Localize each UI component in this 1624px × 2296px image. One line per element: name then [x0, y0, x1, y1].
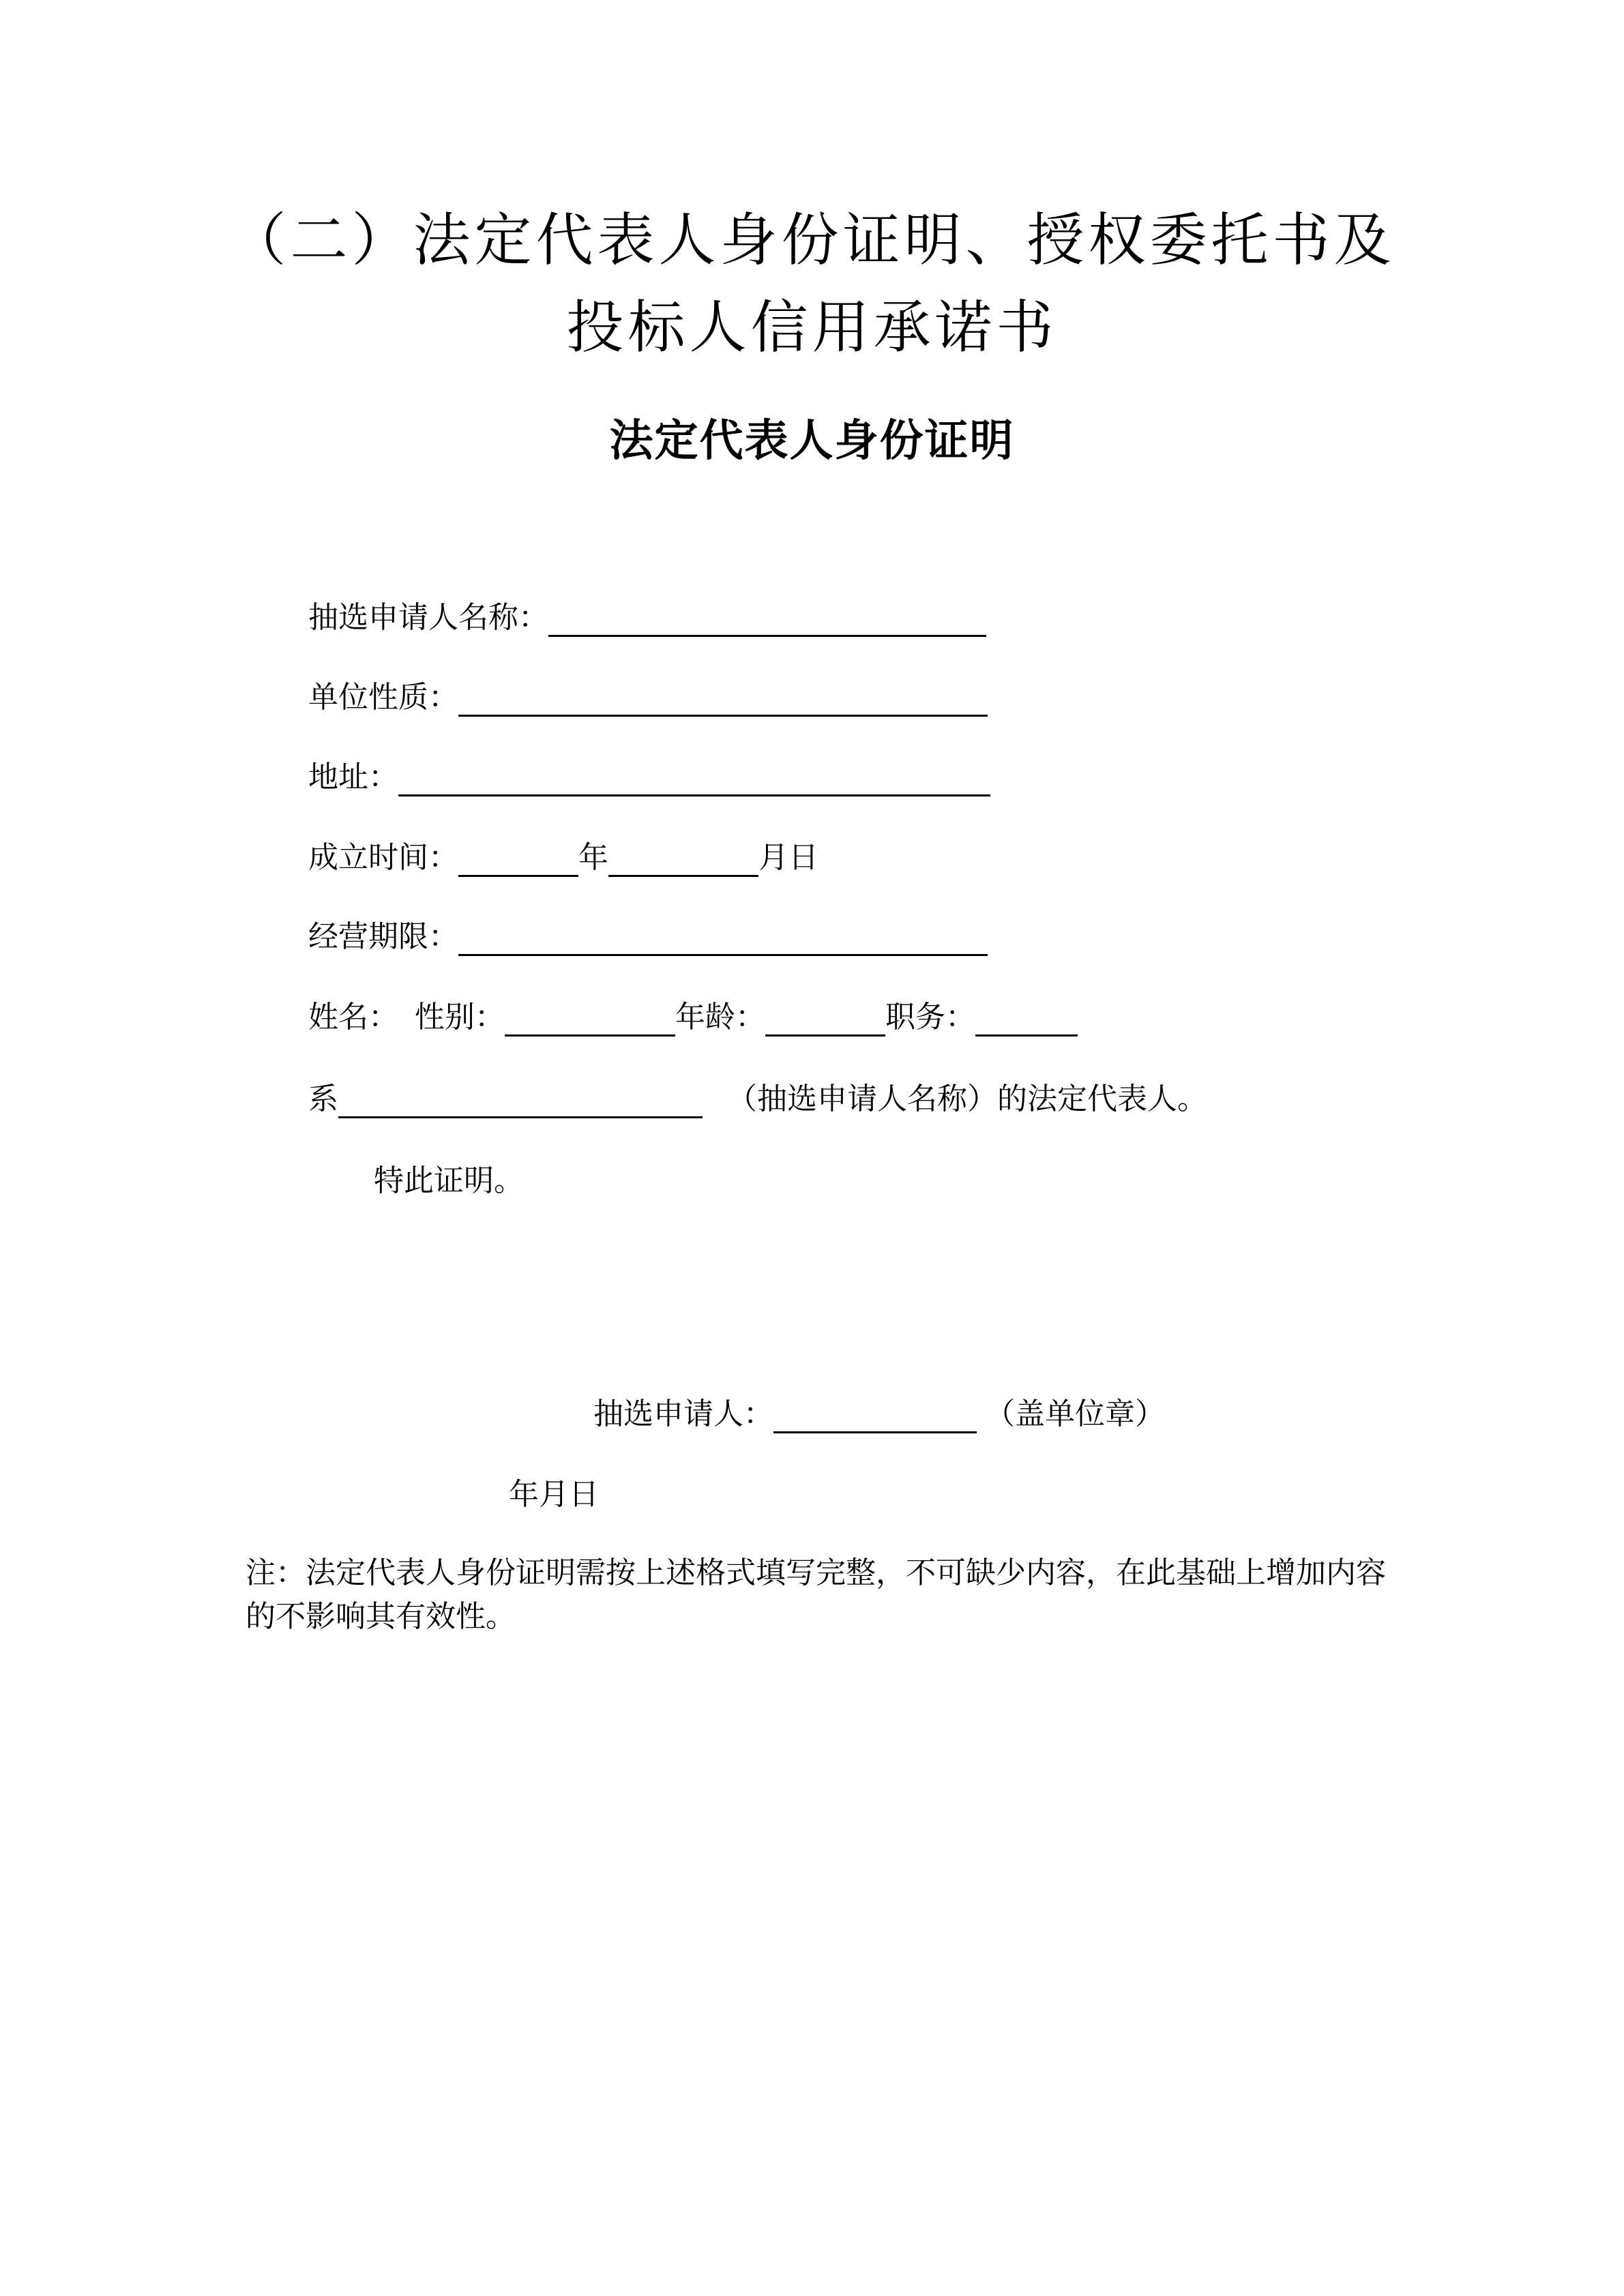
date-label: 年月日: [509, 1477, 599, 1512]
position-blank[interactable]: [975, 1004, 1078, 1037]
signer-blank[interactable]: [773, 1401, 977, 1433]
section-title: 法定代表人身份证明: [609, 415, 1015, 466]
person-row: [308, 1002, 1078, 1032]
address-row: [308, 762, 990, 792]
unit-nature-blank[interactable]: [458, 685, 988, 717]
certify-row: [374, 1163, 524, 1198]
term-label: 经营期限：: [308, 919, 458, 954]
signer-row: [593, 1399, 1165, 1429]
is-prefix: 系: [308, 1082, 338, 1116]
established-year-blank[interactable]: [458, 845, 578, 877]
certify-text: 特此证明。: [374, 1163, 524, 1198]
age-label: 年龄：: [675, 1000, 765, 1034]
position-label: 职务：: [885, 1000, 975, 1034]
signer-label: 抽选申请人：: [593, 1397, 773, 1431]
gender-blank[interactable]: [505, 1004, 675, 1037]
applicant-name-label: 抽选申请人名称：: [308, 600, 548, 635]
applicant-name-blank[interactable]: [548, 605, 986, 637]
seal-label: （盖单位章）: [985, 1397, 1165, 1431]
age-blank[interactable]: [765, 1004, 885, 1037]
applicant-name-row: [308, 600, 986, 635]
is-suffix: （抽选申请人名称）的法定代表人。: [727, 1082, 1207, 1116]
unit-nature-row: [308, 680, 988, 715]
footnote: 注：法定代表人身份证明需按上述格式填写完整，不可缺少内容，在此基础上增加内容的不影响其有效性。: [246, 1555, 1386, 1634]
address-label: 地址：: [308, 760, 398, 794]
representative-row: [308, 1084, 1207, 1114]
established-label: 成立时间：: [308, 840, 458, 875]
document-title-line-2: 投标人信用承诺书: [566, 294, 1058, 361]
date-row: [509, 1477, 599, 1512]
gender-label: 性别：: [415, 1000, 505, 1034]
company-name-blank[interactable]: [338, 1086, 703, 1118]
year-label: 年: [578, 840, 608, 875]
established-month-blank[interactable]: [608, 845, 758, 877]
term-blank[interactable]: [458, 924, 988, 956]
address-blank[interactable]: [398, 764, 990, 796]
month-day-label: 月日: [758, 840, 818, 875]
established-row: [308, 840, 818, 875]
document-title-line-1: （二）法定代表人身份证明、授权委托书及: [228, 207, 1396, 273]
unit-nature-label: 单位性质：: [308, 680, 458, 715]
term-row: [308, 919, 988, 954]
name-label: 姓名：: [308, 1000, 398, 1034]
